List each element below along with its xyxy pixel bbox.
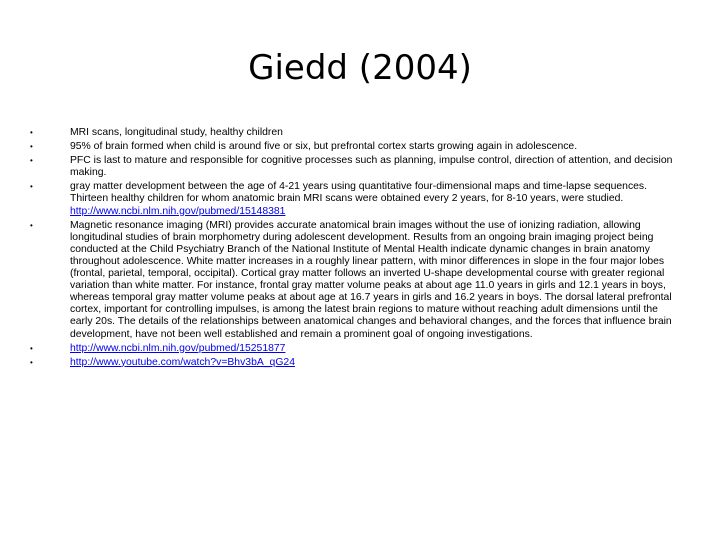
bullet-text: 95% of brain formed when child is around five or six, but prefrontal cortex starts growing again in adolescence. — [70, 141, 578, 153]
pubmed-link-15148381[interactable]: http://www.ncbi.nlm.nih.gov/pubmed/15148381 — [70, 205, 286, 217]
bullet-text: gray matter development between the age of 4-21 years using quantitative four-dimensional maps and time-lapse sequences. Thirteen healthy children for whom anatomic brain MRI scans were obtained every 2 years, for 8-10 years, were studied. — [70, 181, 648, 205]
bullet-dot-icon: • — [30, 343, 33, 353]
youtube-link[interactable]: http://www.youtube.com/watch?v=Bhv3bA_qG24 — [70, 356, 295, 368]
bullet-item-6 — [30, 343, 678, 355]
slide-title: Giedd (2004) — [248, 48, 472, 88]
bullet-text: PFC is last to mature and responsible for cognitive processes such as planning, impulse control, direction of attention, and decision making. — [70, 155, 673, 179]
bullet-dot-icon: • — [30, 128, 33, 137]
bullet-text: MRI scans, longitudinal study, healthy children — [70, 127, 283, 138]
bullet-text: Magnetic resonance imaging (MRI) provides accurate anatomical brain images without the use of ionizing radiation, allowing longitudinal studies of brain morphometry during adolescent development. Results from an ongoing brain imaging project being conducted at the Child Psychiatry Branch of the National Institute of Mental Health indicate dynamic changes in brain anatomy throughout adolescence. White matter increases in a roughly linear pattern, with minor differences in slope in the four major lobes (frontal, parietal, temporal, occipital). Cortical gray matter follows an inverted U-shape developmental course with greater regional variation than white matter. For instance, frontal gray matter volume peaks at about age 11.0 years in girls and 12.1 years in boys, whereas temporal gray matter volume peaks at about age at 16.7 years in girls and 16.2 years in boys. The dorsal lateral prefrontal cortex, important for controlling impulses, is among the latest brain regions to mature without reaching adult dimensions until the early 20s. The details of the relationships between anatomical changes and behavioral changes, and the forces that influence brain development, have not been well established and remain a prominent goal of ongoing investigations. — [70, 219, 672, 340]
bullet-dot-icon: • — [30, 220, 33, 230]
bullet-dot-icon: • — [30, 142, 33, 152]
bullet-item-5 — [30, 220, 678, 341]
bullet-item-4 — [30, 181, 678, 217]
bullet-dot-icon: • — [30, 357, 33, 367]
bullet-list — [30, 127, 678, 369]
pubmed-link-15251877[interactable]: http://www.ncbi.nlm.nih.gov/pubmed/15251877 — [70, 342, 286, 354]
bullet-item-2 — [30, 141, 678, 153]
bullet-item-1 — [30, 127, 678, 139]
bullet-item-3 — [30, 155, 678, 179]
bullet-dot-icon: • — [30, 182, 33, 192]
bullet-dot-icon: • — [30, 156, 33, 166]
bullet-item-7 — [30, 357, 678, 369]
